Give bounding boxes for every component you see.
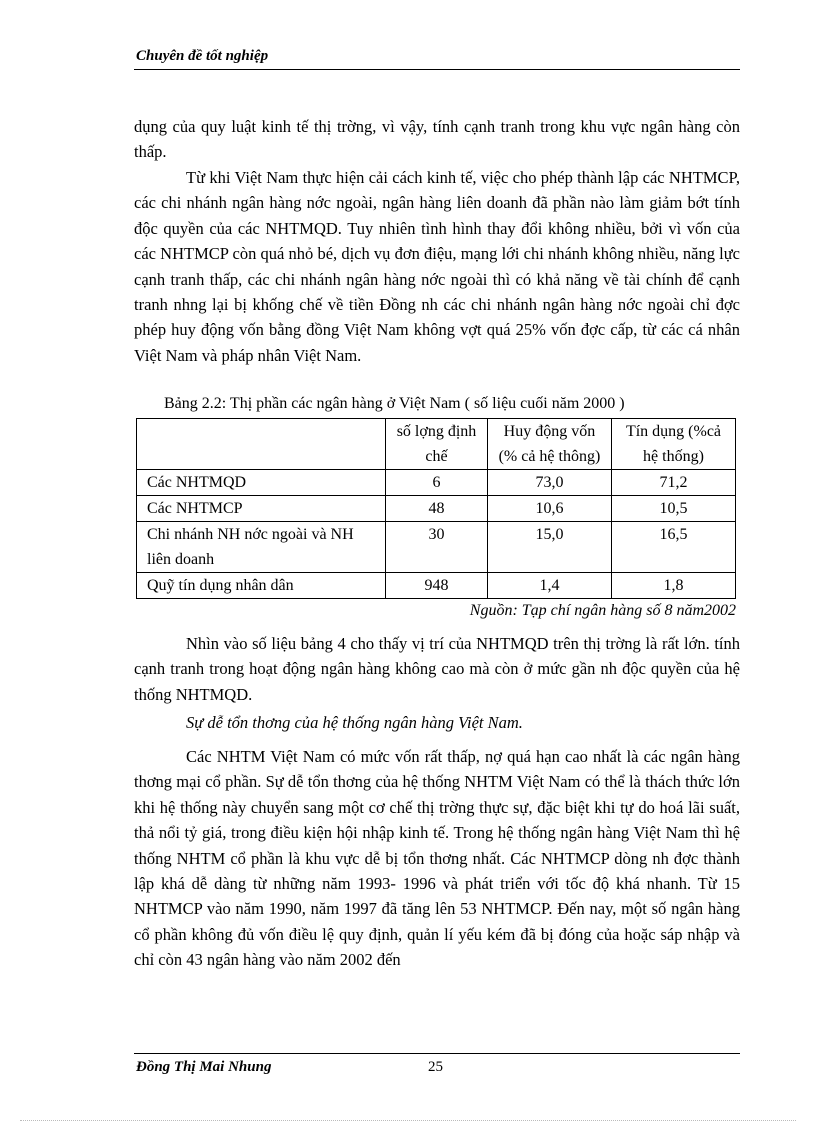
table-header-row [137,419,736,470]
paragraph-2-text: Từ khi Việt Nam thực hiện cải cách kinh tế, việc cho phép thành lập các NHTMCP, các chi nhánh ngân hàng nớc ngoài, ngân hàng liên doanh đã phần nào làm giảm bớt tính độc quyền của các NHTMQD. Tuy nhiên tình hình thay đổi không nhiều, bởi vì vốn của các NHTMCP còn quá nhỏ bé, dịch vụ đơn điệu, mạng lới chi nhánh không nhiều, năng lực cạnh tranh thấp, các chi nhánh ngân hàng nớc ngoài thì có khả năng về tài chính để cạnh tranh nhng lại bị khống chế về tiền Đồng nh các chi nhánh ngân hàng nớc ngoài chỉ đợc phép huy động vốn bằng đồng Việt Nam không vợt quá 25% vốn đợc cấp, từ các cá nhân Việt Nam và pháp nhân Việt Nam. [134,168,740,365]
table-source: Nguồn: Tạp chí ngân hàng số 8 năm2002 [469,602,736,619]
table-cell-label: Chi nhánh NH nớc ngoài và NH liên doanh [137,522,386,573]
table-cell: 6 [386,470,488,496]
table-cell-label: Các NHTMQD [137,470,386,496]
table-cell-label: Các NHTMCP [137,496,386,522]
table-header-cell [137,419,386,470]
market-share-table [136,418,736,599]
table-header-cell: Tín dụng (%cả hệ thống) [611,419,735,470]
table-cell: 30 [386,522,488,573]
table-row [137,470,736,496]
table-cell: 73,0 [487,470,611,496]
paragraph-1 [134,114,740,165]
table-cell: 1,4 [487,573,611,599]
page-number: 25 [428,1059,443,1075]
table-cell: 15,0 [487,522,611,573]
table-cell-label: Quỹ tín dụng nhân dân [137,573,386,599]
table-cell: 10,6 [487,496,611,522]
table-cell: 48 [386,496,488,522]
table-header-cell: Huy động vốn (% cả hệ thông) [487,419,611,470]
table-caption: Bảng 2.2: Thị phần các ngân hàng ở Việt Nam ( số liệu cuối năm 2000 ) [164,395,625,412]
table-cell: 10,5 [611,496,735,522]
paragraph-4-text: Các NHTM Việt Nam có mức vốn rất thấp, nợ quá hạn cao nhất là các ngân hàng thơng mại cổ phần. Sự dễ tổn thơng của hệ thống NHTM Việt Nam có thể là thách thức lớn khi hệ thống này chuyển sang một cơ chế thị trờng thực sự, đặc biệt khi tự do hoá lãi suất, thả nổi tỷ giá, trong điều kiện hội nhập kinh tế. Trong hệ thống ngân hàng Việt Nam thì hệ thống NHTM cổ phần là khu vực dễ bị tổn thơng nhất. Các NHTMCP dòng nh đợc thành lập khá dễ dàng từ những năm 1993- 1996 và phát triển với tốc độ khá nhanh. Từ 15 NHTMCP vào năm 1990, năm 1997 đã tăng lên 53 NHTMCP. Đến nay, một số ngân hàng cổ phần không đủ vốn điều lệ quy định, quản lí yếu kém đã bị đóng của hoặc sáp nhập và chỉ còn 43 ngân hàng vào năm 2002 đến [134,747,740,970]
table-cell: 71,2 [611,470,735,496]
page-edge-divider [20,1120,796,1121]
table-row [137,496,736,522]
footer-author: Đồng Thị Mai Nhung [136,1059,272,1075]
table-row [137,573,736,599]
table-cell: 16,5 [611,522,735,573]
paragraph-2 [134,165,740,368]
paragraph-1-text: dụng của quy luật kinh tế thị trờng, vì vậy, tính cạnh tranh trong khu vực ngân hàng còn thấp. [134,117,740,162]
table-row [137,522,736,573]
paragraph-3 [134,631,740,707]
footer-divider [134,1053,740,1054]
header-divider [134,69,740,70]
section-subheading: Sự dễ tổn thơng của hệ thống ngân hàng Việt Nam. [186,713,523,732]
table-header-cell: số lợng định chế [386,419,488,470]
page-header-title: Chuyên đề tốt nghiệp [136,48,269,64]
paragraph-3-text: Nhìn vào số liệu bảng 4 cho thấy vị trí của NHTMQD trên thị trờng là rất lớn. tính cạnh tranh trong hoạt động ngân hàng không cao mà còn ở mức gần nh độc quyền của hệ thống NHTMQD. [134,634,740,704]
table-cell: 1,8 [611,573,735,599]
paragraph-4 [134,744,740,973]
table-cell: 948 [386,573,488,599]
